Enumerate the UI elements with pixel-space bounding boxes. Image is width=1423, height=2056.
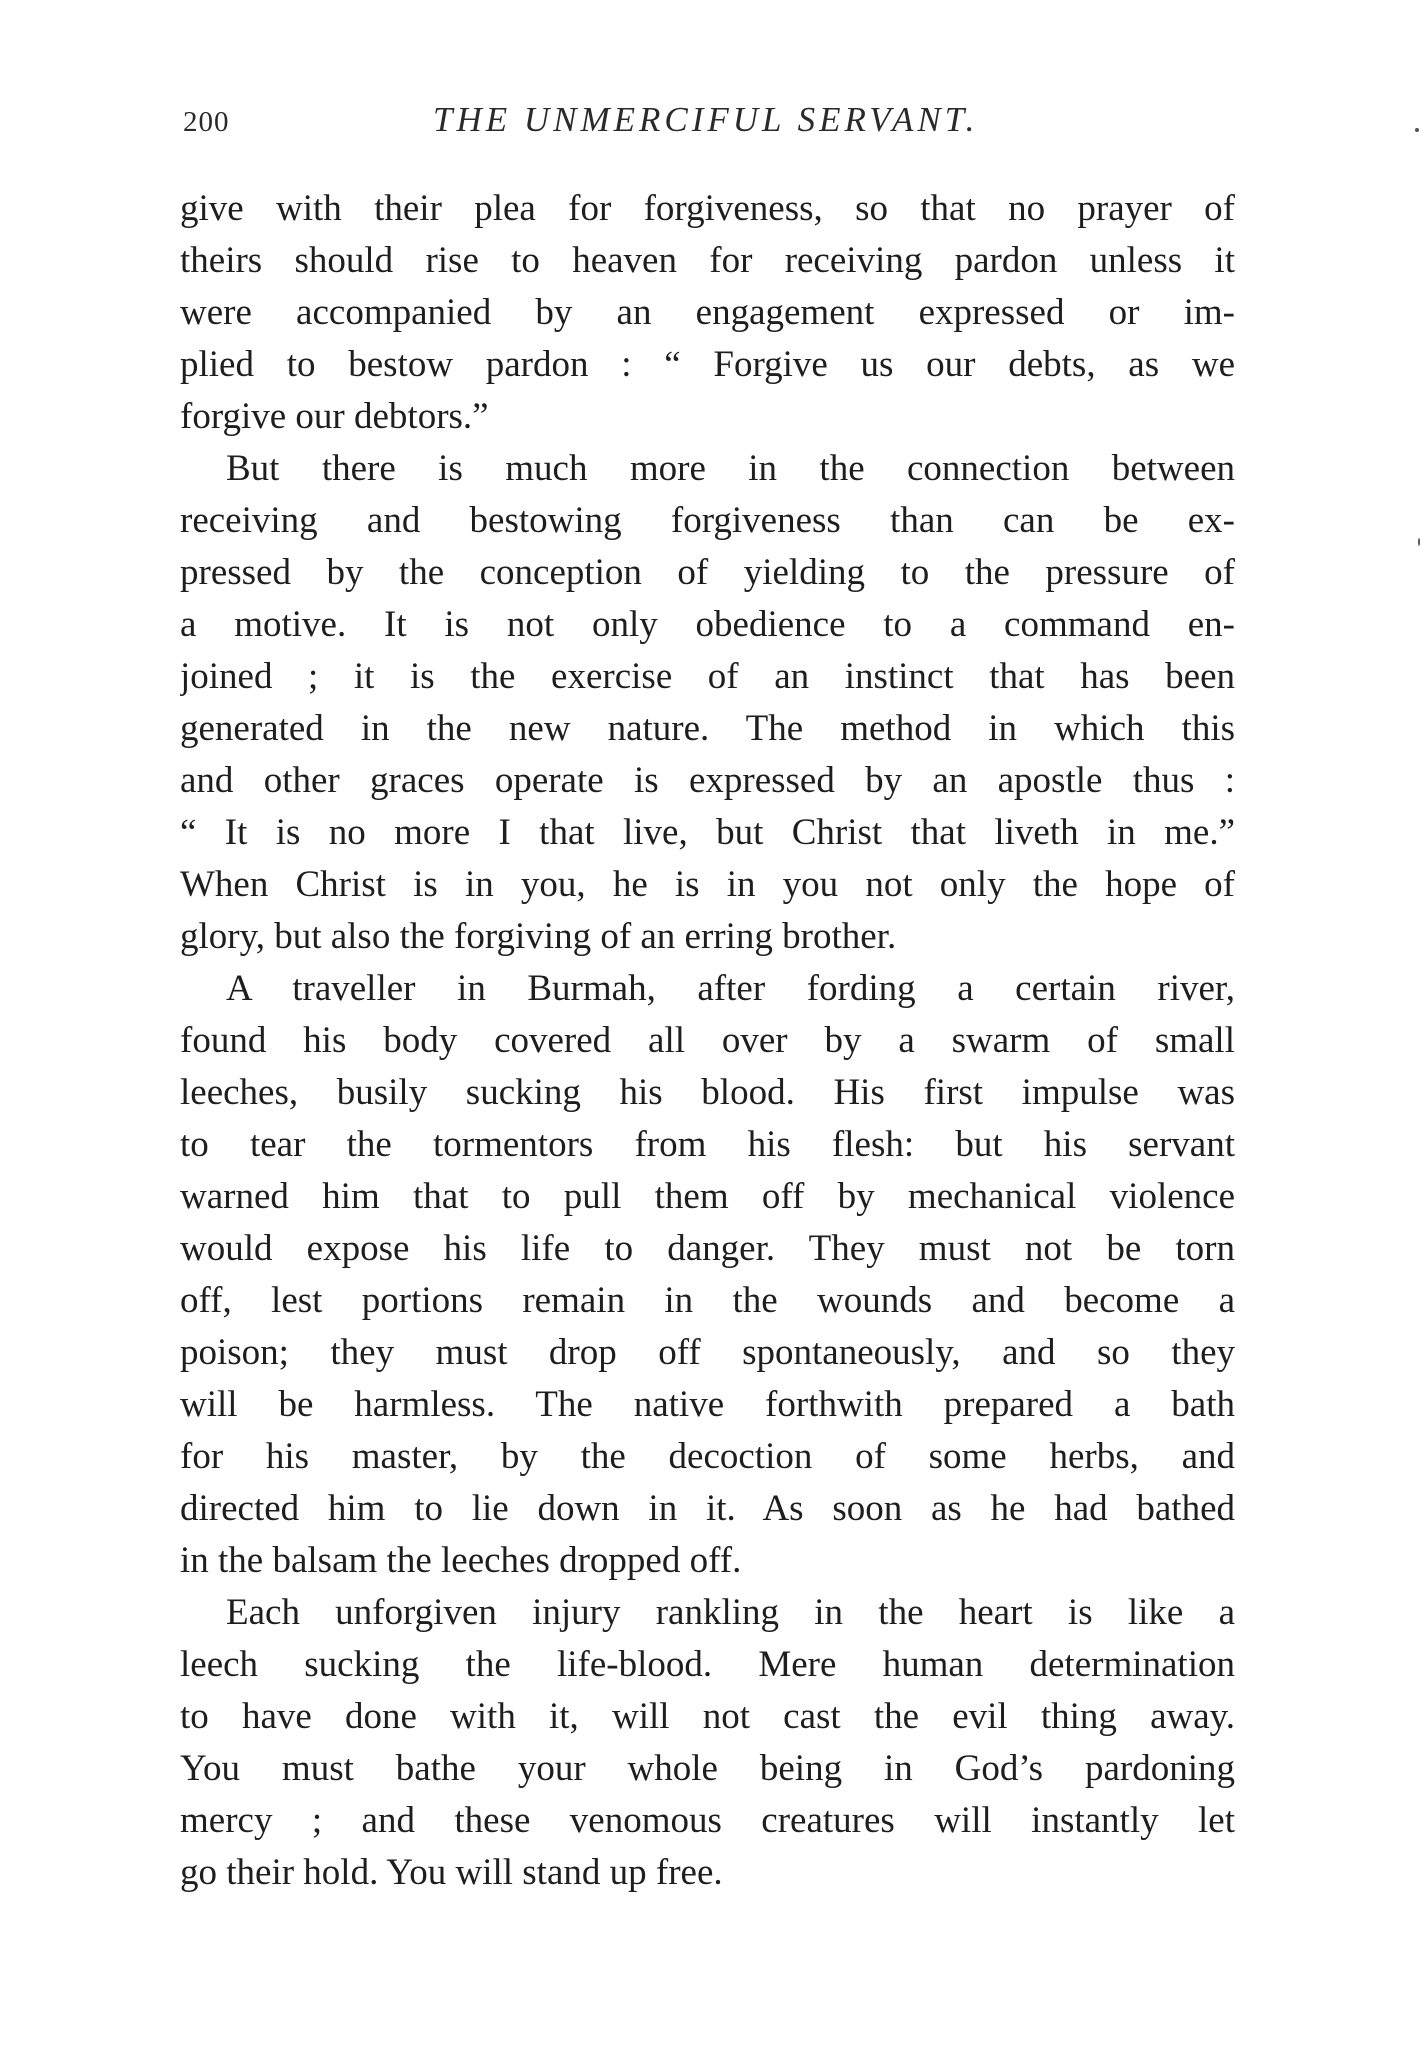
text-line: and other graces operate is expressed by an apostle thus :	[180, 760, 1235, 801]
paper-speck	[1418, 538, 1420, 546]
text-line: forgive our debtors.”	[180, 396, 489, 437]
text-line: leeches, busily sucking his blood. His first impulse was	[180, 1072, 1235, 1113]
text-line: But there is much more in the connection between	[226, 448, 1235, 489]
text-line: generated in the new nature. The method in which this	[180, 708, 1235, 749]
text-line: will be harmless. The native forthwith prepared a bath	[180, 1384, 1235, 1425]
paragraph	[180, 183, 1235, 443]
text-line: When Christ is in you, he is in you not only the hope of	[180, 864, 1235, 905]
text-line: pressed by the conception of yielding to the pressure of	[180, 552, 1235, 593]
text-line: give with their plea for forgiveness, so that no prayer of	[180, 188, 1235, 229]
running-title: THE UNMERCIFUL SERVANT.	[433, 100, 979, 139]
text-line: were accompanied by an engagement expressed or im-	[180, 292, 1235, 333]
text-line: in the balsam the leeches dropped off.	[180, 1540, 742, 1581]
text-line: would expose his life to danger. They must not be torn	[180, 1228, 1235, 1269]
text-line: found his body covered all over by a swarm of small	[180, 1020, 1235, 1061]
text-line: Each unforgiven injury rankling in the heart is like a	[226, 1592, 1235, 1633]
running-head	[183, 92, 1233, 152]
page-number: 200	[183, 106, 230, 138]
text-line: theirs should rise to heaven for receiving pardon unless it	[180, 240, 1235, 281]
text-line: glory, but also the forgiving of an erring brother.	[180, 916, 897, 957]
text-line: joined ; it is the exercise of an instinct that has been	[180, 656, 1235, 697]
text-line: mercy ; and these venomous creatures will instantly let	[180, 1800, 1235, 1841]
paragraph	[180, 1587, 1235, 1899]
text-line: to have done with it, will not cast the evil thing away.	[180, 1696, 1235, 1737]
paper-speck	[1415, 128, 1419, 132]
text-line: to tear the tormentors from his flesh: but his servant	[180, 1124, 1235, 1165]
text-line: receiving and bestowing forgiveness than can be ex-	[180, 500, 1235, 541]
text-line: leech sucking the life-blood. Mere human determination	[180, 1644, 1235, 1685]
text-line: for his master, by the decoction of some herbs, and	[180, 1436, 1235, 1477]
text-line: off, lest portions remain in the wounds and become a	[180, 1280, 1235, 1321]
text-line: poison; they must drop off spontaneously, and so they	[180, 1332, 1235, 1373]
text-line: go their hold. You will stand up free.	[180, 1852, 723, 1893]
text-line: a motive. It is not only obedience to a command en-	[180, 604, 1235, 645]
text-line: plied to bestow pardon : “ Forgive us our debts, as we	[180, 344, 1235, 385]
body-text	[180, 183, 1235, 1899]
text-line: You must bathe your whole being in God’s pardoning	[180, 1748, 1235, 1789]
text-line: A traveller in Burmah, after fording a certain river,	[226, 968, 1235, 1009]
text-line: directed him to lie down in it. As soon as he had bathed	[180, 1488, 1235, 1529]
text-line: warned him that to pull them off by mechanical violence	[180, 1176, 1235, 1217]
paragraph	[180, 443, 1235, 963]
text-line: “ It is no more I that live, but Christ that liveth in me.”	[180, 812, 1235, 853]
paragraph	[180, 963, 1235, 1587]
